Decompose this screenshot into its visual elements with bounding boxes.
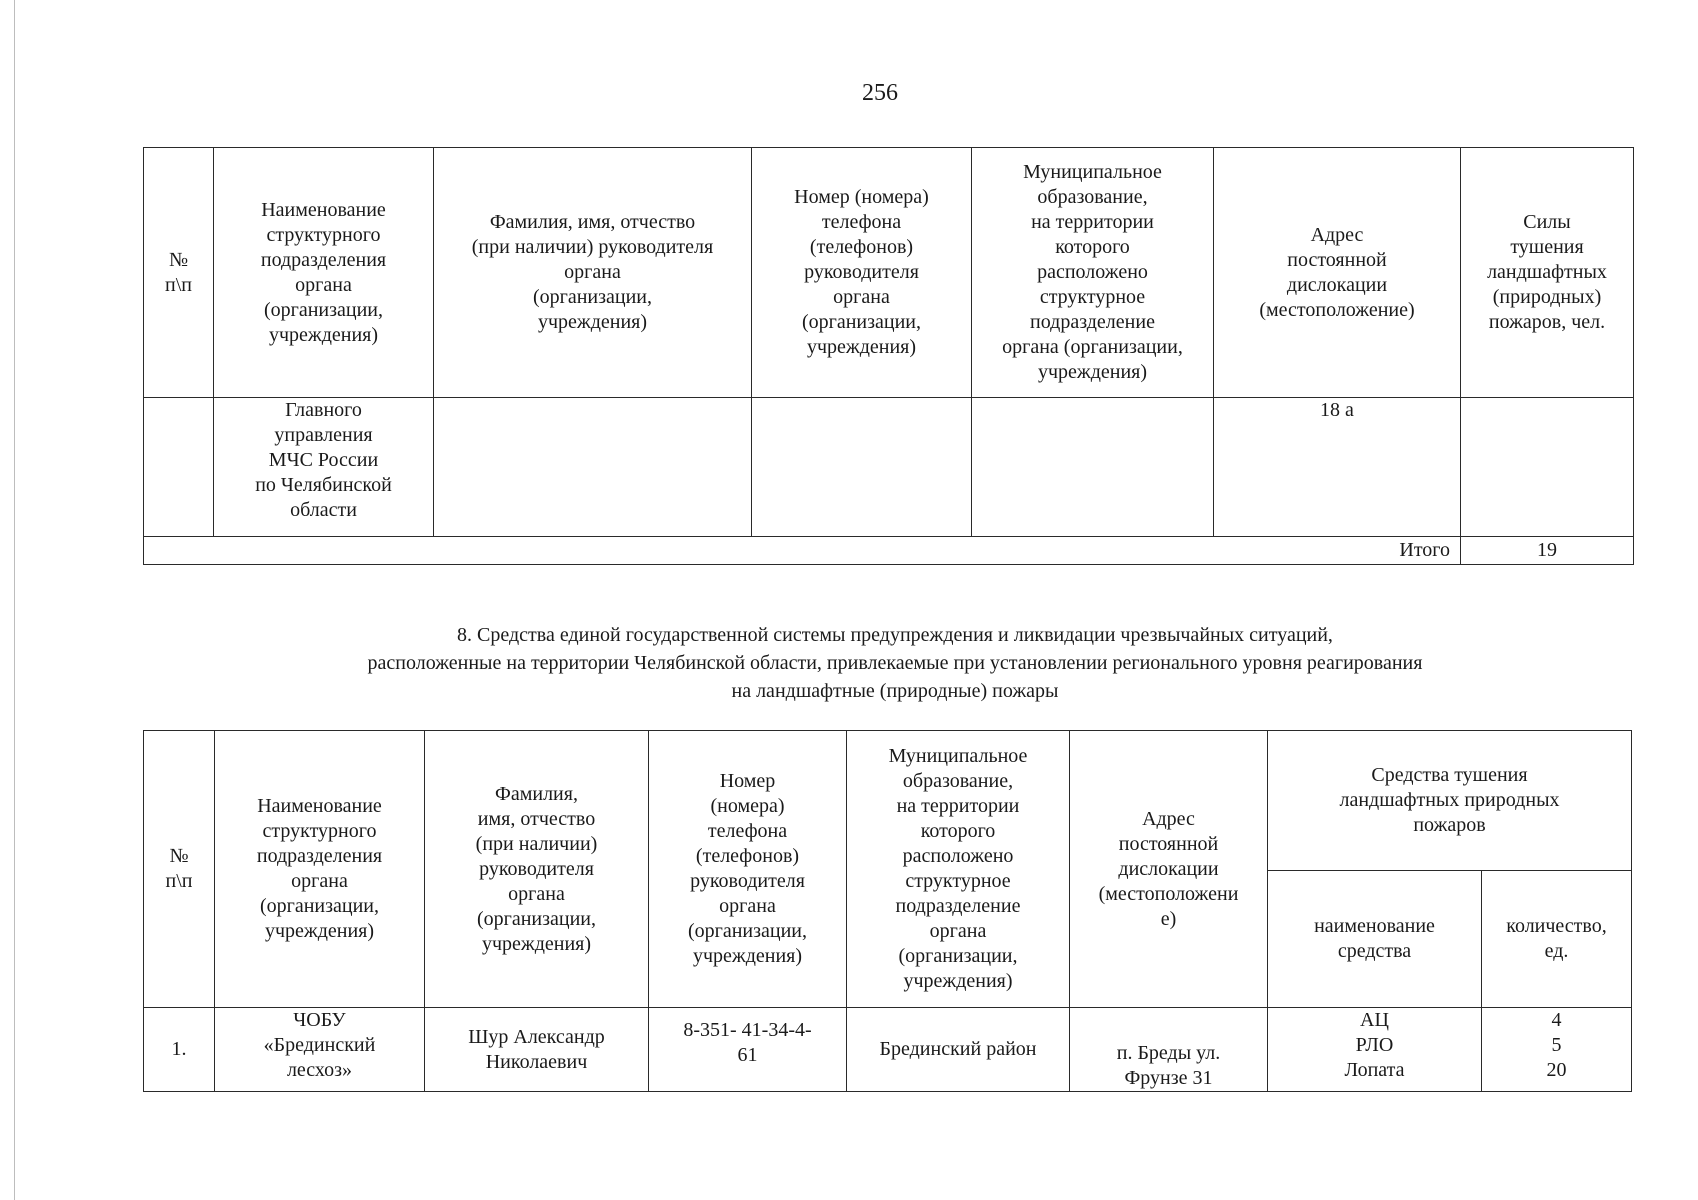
text-line: учреждения) bbox=[264, 920, 375, 942]
text-line: учреждения) bbox=[481, 932, 592, 955]
text-line: Фрунзе 31 bbox=[1124, 1067, 1213, 1089]
text-line: расположено bbox=[902, 845, 1014, 867]
cell-phone bbox=[752, 398, 972, 537]
header-cell-phone bbox=[752, 148, 972, 398]
text-line: 61 bbox=[737, 1044, 758, 1066]
text-line: (организации, bbox=[898, 945, 1018, 967]
text-line: телефона bbox=[821, 211, 902, 233]
cell-num bbox=[144, 398, 214, 537]
text-line: ЧОБУ bbox=[293, 1009, 346, 1031]
text-line: (природных) bbox=[1492, 286, 1602, 308]
text-line: органа bbox=[295, 273, 352, 296]
text-line: структурное bbox=[905, 870, 1011, 892]
left-margin-line bbox=[14, 0, 15, 1200]
text-line: (телефонов) bbox=[695, 845, 800, 867]
text-line: телефона bbox=[707, 820, 788, 842]
text-line: Наименование bbox=[261, 198, 386, 221]
header-cell-unit-name bbox=[215, 731, 425, 1008]
text-line: органа bbox=[564, 261, 621, 283]
text-line: учреждения) bbox=[903, 970, 1013, 992]
text-line: п\п bbox=[165, 870, 193, 892]
means-qty: 4 bbox=[1551, 1009, 1562, 1031]
text-line: (местоположение) bbox=[1259, 298, 1415, 321]
text-line: Шур Александр bbox=[468, 1025, 605, 1048]
header-cell-municipality bbox=[972, 148, 1214, 398]
text-line: Средства тушения bbox=[1371, 764, 1528, 786]
cell-num: 1. bbox=[144, 1008, 215, 1092]
text-line: «Брединский bbox=[263, 1034, 376, 1056]
text-line: пожаров bbox=[1413, 814, 1486, 836]
header-cell-num bbox=[144, 148, 214, 398]
text-line: постоянной bbox=[1118, 832, 1219, 855]
text-line: структурного bbox=[266, 223, 381, 246]
text-line: Номер bbox=[719, 770, 776, 792]
cell-unit-name bbox=[215, 1008, 425, 1092]
total-label: Итого bbox=[144, 537, 1461, 565]
text-line: № bbox=[169, 845, 189, 867]
text-line: лесхоз» bbox=[286, 1059, 353, 1081]
text-line: подразделение bbox=[895, 895, 1021, 917]
header-cell-means-qty bbox=[1482, 871, 1632, 1008]
text-line: которого bbox=[1055, 236, 1130, 258]
cell-head-name bbox=[434, 398, 752, 537]
text-line: органа (организации, bbox=[1002, 336, 1183, 358]
header-cell-means-name bbox=[1268, 871, 1482, 1008]
text-line: подразделение bbox=[1030, 311, 1155, 333]
header-cell-address bbox=[1070, 731, 1268, 1008]
section-title bbox=[150, 621, 1640, 705]
header-cell-phone bbox=[649, 731, 847, 1008]
text-line: управления bbox=[274, 424, 373, 446]
text-line: области bbox=[290, 499, 357, 521]
header-cell-address bbox=[1214, 148, 1461, 398]
text-line: по Челябинской bbox=[255, 474, 392, 496]
cell-municipality bbox=[972, 398, 1214, 537]
text-line: 8-351- 41-34-4- bbox=[683, 1019, 812, 1041]
means-table bbox=[143, 730, 1632, 1092]
means-name: Лопата bbox=[1344, 1059, 1405, 1081]
forces-table bbox=[143, 147, 1634, 565]
cell-unit-name bbox=[214, 398, 434, 537]
text-line: (организации, bbox=[476, 907, 597, 930]
text-line: дислокации bbox=[1286, 273, 1388, 296]
text-line: имя, отчество bbox=[477, 807, 596, 830]
text-line: (организации, bbox=[687, 920, 808, 942]
text-line: Адрес bbox=[1310, 223, 1364, 246]
text-line: образование, bbox=[1037, 186, 1148, 208]
text-line: расположено bbox=[1037, 261, 1148, 283]
text-line: средства bbox=[1337, 940, 1412, 962]
text-line: органа bbox=[508, 882, 565, 905]
text-line: подразделения bbox=[260, 248, 387, 271]
text-line: (номера) bbox=[710, 795, 785, 817]
table-header-row bbox=[144, 148, 1634, 398]
cell-forces bbox=[1461, 398, 1634, 537]
text-line: на территории bbox=[896, 795, 1020, 817]
cell-address: 18 а bbox=[1214, 398, 1461, 537]
text-line: образование, bbox=[902, 770, 1014, 792]
text-line: Номер (номера) bbox=[794, 186, 929, 208]
text-line: (местоположени bbox=[1098, 882, 1239, 905]
page-number: 256 bbox=[862, 80, 898, 106]
cell-address bbox=[1070, 1008, 1268, 1092]
text-line: дислокации bbox=[1118, 857, 1219, 880]
text-line: (телефонов) bbox=[809, 236, 914, 258]
text-line: на ландшафтные (природные) пожары bbox=[731, 680, 1059, 702]
cell-head-name bbox=[425, 1008, 649, 1092]
text-line: структурное bbox=[1039, 286, 1146, 308]
text-line: (организации, bbox=[263, 298, 384, 321]
text-line: органа bbox=[719, 895, 776, 917]
text-line: руководителя bbox=[804, 261, 919, 283]
header-cell-municipality bbox=[847, 731, 1070, 1008]
text-line: Наименование bbox=[257, 795, 382, 817]
text-line: Фамилия, имя, отчество bbox=[489, 211, 696, 233]
text-line: п\п bbox=[165, 273, 192, 296]
text-line: (при наличии) bbox=[475, 832, 598, 855]
header-cell-num bbox=[144, 731, 215, 1008]
text-line: учреждения) bbox=[692, 945, 803, 967]
header-cell-unit-name bbox=[214, 148, 434, 398]
cell-means-qty bbox=[1482, 1008, 1632, 1092]
text-line: п. Бреды ул. bbox=[1116, 1042, 1221, 1064]
text-line: Муниципальное bbox=[1023, 161, 1162, 183]
text-line: (организации, bbox=[532, 286, 653, 308]
text-line: которого bbox=[920, 820, 996, 842]
text-line: Николаевич bbox=[485, 1050, 588, 1073]
text-line: № bbox=[168, 248, 189, 271]
total-value: 19 bbox=[1461, 537, 1634, 565]
text-line: Фамилия, bbox=[495, 782, 578, 805]
cell-means-names bbox=[1268, 1008, 1482, 1092]
text-line: руководителя bbox=[479, 857, 594, 880]
text-line: ландшафтных природных bbox=[1339, 789, 1560, 811]
text-line: Адрес bbox=[1142, 807, 1195, 830]
header-cell-head-name bbox=[434, 148, 752, 398]
table-header-row bbox=[144, 731, 1632, 871]
text-line: на территории bbox=[1031, 211, 1154, 233]
text-line: постоянной bbox=[1287, 248, 1387, 271]
cell-phone bbox=[649, 1008, 847, 1092]
cell-municipality: Брединский район bbox=[847, 1008, 1070, 1092]
text-line: подразделения bbox=[256, 845, 383, 867]
text-line: органа bbox=[833, 286, 890, 308]
text-line: органа bbox=[929, 920, 987, 942]
text-line: Муниципальное bbox=[888, 745, 1028, 767]
text-line: ед. bbox=[1544, 940, 1569, 962]
text-line: количество, bbox=[1506, 915, 1607, 937]
text-line: МЧС России bbox=[268, 449, 379, 471]
means-qty: 5 bbox=[1551, 1034, 1562, 1056]
text-line: Силы bbox=[1523, 211, 1571, 233]
total-row bbox=[144, 537, 1634, 565]
text-line: учреждения) bbox=[268, 323, 379, 346]
header-cell-head-name bbox=[425, 731, 649, 1008]
text-line: органа bbox=[291, 870, 348, 892]
text-line: расположенные на территории Челябинской области, привлекаемые при установлении регионального уровня реагирования bbox=[367, 652, 1423, 674]
text-line: учреждения) bbox=[806, 336, 917, 358]
table-row bbox=[144, 398, 1634, 537]
text-line: ландшафтных bbox=[1487, 261, 1607, 283]
text-line: учреждения) bbox=[537, 311, 648, 333]
means-qty: 20 bbox=[1546, 1059, 1567, 1081]
header-cell-means-group bbox=[1268, 731, 1632, 871]
means-name: РЛО bbox=[1355, 1034, 1394, 1056]
text-line: наименование bbox=[1314, 915, 1435, 937]
text-line: (организации, bbox=[259, 895, 380, 917]
text-line: 8. Средства единой государственной системы предупреждения и ликвидации чрезвычайных ситуаций, bbox=[457, 624, 1333, 646]
text-line: тушения bbox=[1510, 236, 1584, 258]
text-line: структурного bbox=[262, 820, 377, 842]
text-line: руководителя bbox=[690, 870, 805, 892]
text-line: Главного bbox=[285, 399, 362, 421]
text-line: пожаров, чел. bbox=[1488, 311, 1606, 333]
text-line: учреждения) bbox=[1037, 361, 1148, 383]
table-row bbox=[144, 1008, 1632, 1092]
text-line: (организации, bbox=[801, 311, 922, 333]
text-line: е) bbox=[1160, 907, 1177, 930]
means-name: АЦ bbox=[1360, 1009, 1389, 1031]
text-line: (при наличии) руководителя bbox=[471, 236, 714, 258]
header-cell-forces bbox=[1461, 148, 1634, 398]
